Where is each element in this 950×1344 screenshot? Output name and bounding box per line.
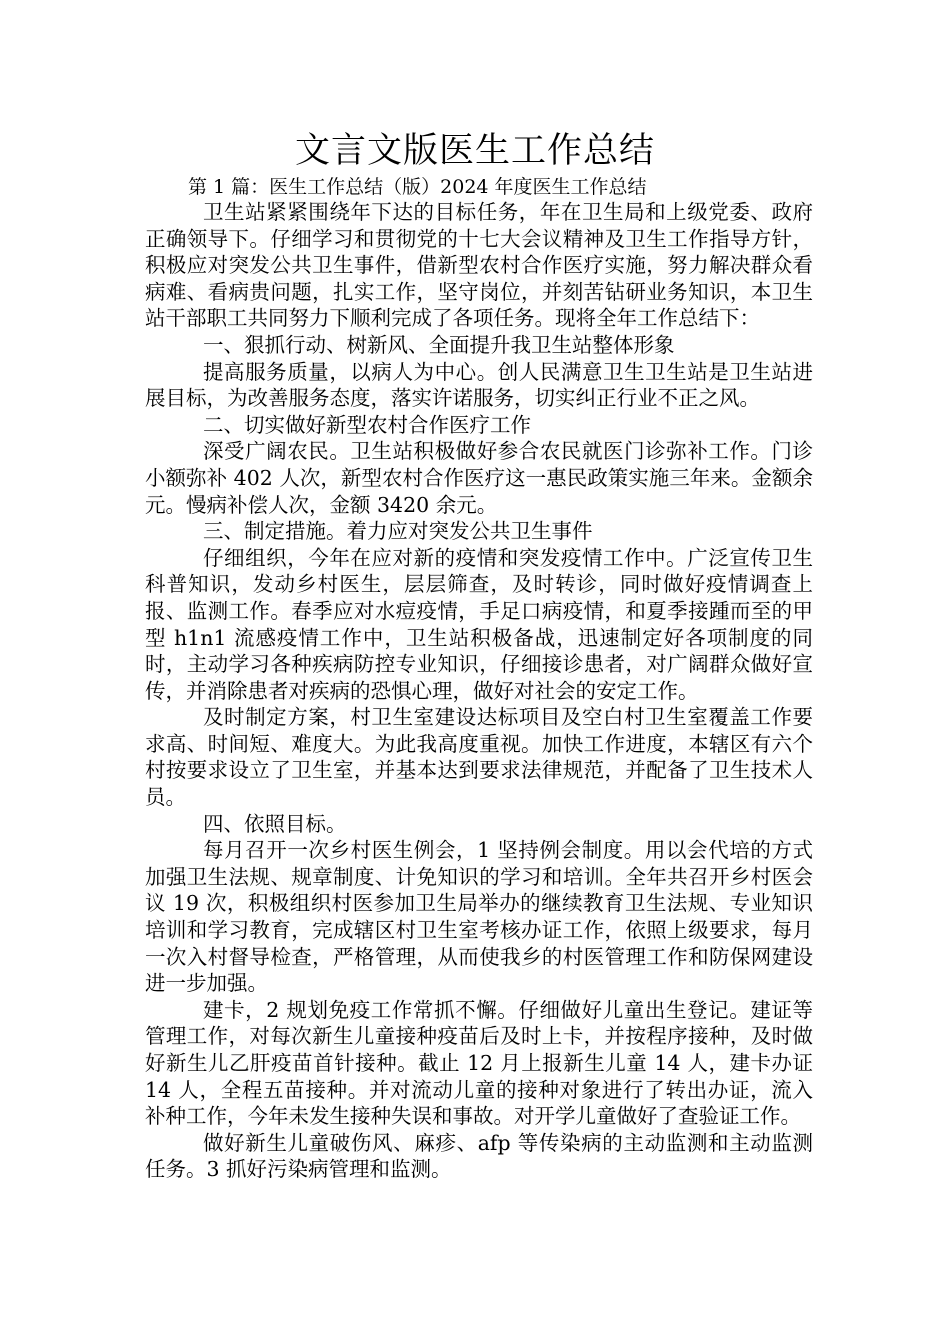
- paragraph-immunization: 建卡，2 规划免疫工作常抓不懈。仔细做好儿童出生登记。建证等管理工作，对每次新生儿童接种疫苗后及时上卡，并按程序接种，及时做好新生儿乙肝疫苗首针接种。截止 12 月上报新生儿童 14 人，建卡办证 14 人，全程五苗接种。并对流动儿童的接种对象进行了转出办证，流入补种工作，今年未发生接种失误和事故。对开学儿童做好了查验证工作。: [145, 997, 813, 1129]
- paragraph-service-quality: 提高服务质量，以病人为中心。创人民满意卫生卫生站是卫生站进展目标，为改善服务态度，落实许诺服务，切实纠正行业不正之风。: [145, 359, 813, 411]
- section-heading-2: 二、切实做好新型农村合作医疗工作: [203, 412, 531, 437]
- document-title: 文言文版医生工作总结: [294, 131, 655, 171]
- paragraph-epidemic-response: 仔细组织，今年在应对新的疫情和突发疫情工作中。广泛宣传卫生科普知识，发动乡村医生，层层筛查，及时转诊，同时做好疫情调查上报、监测工作。春季应对水痘疫情，手足口病疫情，和夏季接踵而至的甲型 h1n1 流感疫情工作中，卫生站积极备战，迅速制定好各项制度的同时，主动学习各种疾病防控专业知识，仔细接诊患者，对广阔群众做好宣传，并消除患者对疾病的恐惧心理，做好对社会的安定工作。: [145, 545, 813, 703]
- paragraph-intro: 卫生站紧紧围绕年下达的目标任务，年在卫生局和上级党委、政府正确领导下。仔细学习和贯彻党的十七大会议精神及卫生工作指导方针，积极应对突发公共卫生事件，借新型农村合作医疗实施，努力解决群众看病难、看病贵问题，扎实工作，坚守岗位，并刻苦钻研业务知识，本卫生站干部职工共同努力下顺利完成了各项任务。现将全年工作总结下：: [145, 200, 813, 331]
- paragraph-rural-medical: 深受广阔农民。卫生站积极做好参合农民就医门诊弥补工作。门诊小额弥补 402 人次，新型农村合作医疗这一惠民政策实施三年来。金额余元。慢病补偿人次，金额 3420 余元。: [145, 439, 813, 517]
- paragraph-village-doctor-meetings: 每月召开一次乡村医生例会，1 坚持例会制度。用以会代培的方式加强卫生法规、规章制度、计免知识的学习和培训。全年共召开乡村医会议 19 次，积极组织村医参加卫生局举办的继续教育卫生法规、专业知识培训和学习教育，完成辖区村卫生室考核办证工作，依照上级要求，每月一次入村督导检查，严格管理，从而使我乡的村医管理工作和防保网建设进一步加强。: [145, 838, 813, 996]
- section-heading-3: 三、制定措施。着力应对突发公共卫生事件: [203, 519, 593, 544]
- paragraph-disease-monitoring: 做好新生儿童破伤风、麻疹、afp 等传染病的主动监测和主动监测任务。3 抓好污染病管理和监测。: [145, 1130, 813, 1182]
- document-body: [145, 199, 813, 1183]
- section-heading-1: 一、狠抓行动、树新风、全面提升我卫生站整体形象: [203, 332, 675, 357]
- paragraph-clinic-construction: 及时制定方案，村卫生室建设达标项目及空白村卫生室覆盖工作要求高、时间短、难度大。为此我高度重视。加快工作进度，本辖区有六个村按要求设立了卫生室，并基本达到要求法律规范，并配备了卫生技术人员。: [145, 705, 813, 810]
- document-subtitle: 第 1 篇：医生工作总结（版）2024 年度医生工作总结: [188, 176, 647, 198]
- section-heading-4: 四、依照目标。: [203, 811, 347, 836]
